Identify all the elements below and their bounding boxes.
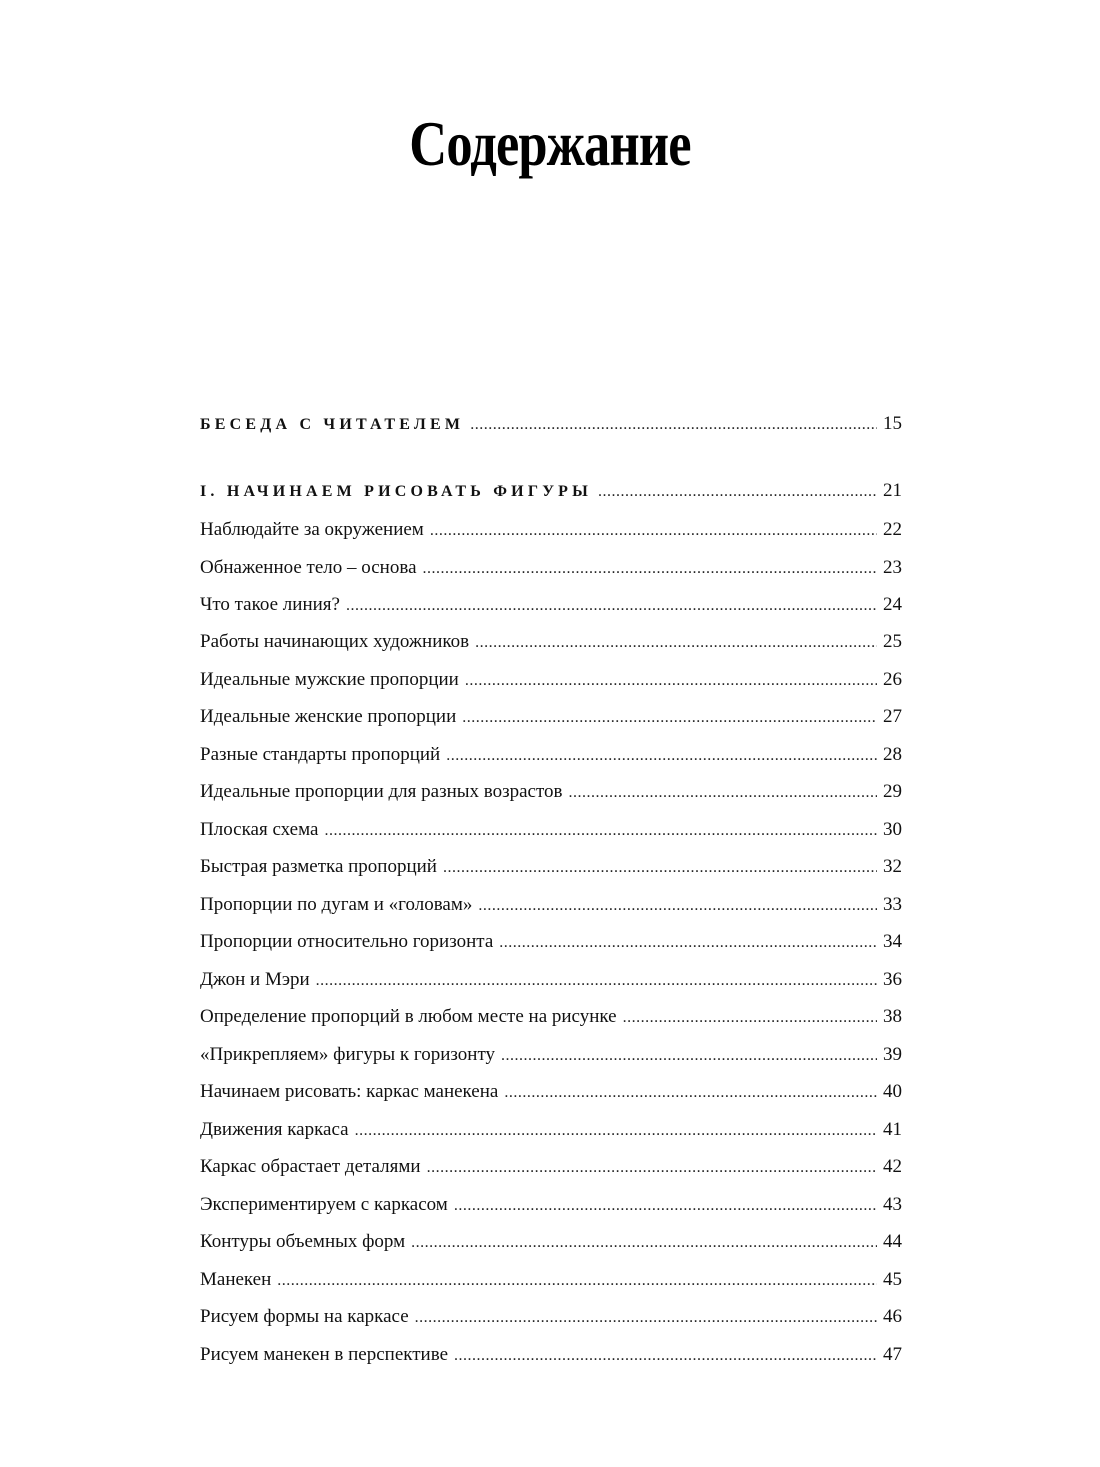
toc-entry-page: 39: [883, 1044, 902, 1065]
toc-entry-page: 25: [883, 631, 902, 652]
toc-entry-page: 27: [883, 706, 902, 727]
toc-entry: [200, 702, 902, 732]
dot-leader: [454, 1191, 877, 1221]
toc-entry-label: Быстрая разметка пропорций: [200, 856, 437, 877]
toc-entry-label: Движения каркаса: [200, 1119, 349, 1140]
toc-entry-label: «Прикрепляем» фигуры к горизонту: [200, 1044, 496, 1065]
toc-entry-page: 38: [883, 1006, 902, 1027]
toc-entry-label: Манекен: [200, 1269, 272, 1290]
toc-entry-label: Рисуем манекен в перспективе: [200, 1344, 449, 1365]
toc-entry: [200, 852, 902, 882]
toc-entry-page: 43: [883, 1194, 902, 1215]
dot-leader: [346, 591, 877, 621]
toc-entry-label: БЕСЕДА С ЧИТАТЕЛЕМ: [200, 416, 465, 433]
toc-entry-page: 26: [883, 669, 902, 690]
dot-leader: [324, 816, 877, 846]
toc-entry-label: Идеальные пропорции для разных возрастов: [200, 781, 563, 802]
dot-leader: [501, 1041, 877, 1071]
toc-entry: [200, 1077, 902, 1107]
toc-entry-page: 23: [883, 557, 902, 578]
dot-leader: [569, 778, 877, 808]
toc-entry-page: 21: [883, 480, 902, 501]
toc-entry: [200, 965, 902, 995]
toc-entry-page: 42: [883, 1156, 902, 1177]
toc-entry-page: 46: [883, 1306, 902, 1327]
toc-entry: [200, 815, 902, 845]
dot-leader: [427, 1153, 877, 1183]
toc-entry: [200, 927, 902, 957]
dot-leader: [470, 410, 877, 440]
dot-leader: [443, 853, 877, 883]
dot-leader: [478, 891, 877, 921]
toc-entry-page: 32: [883, 856, 902, 877]
dot-leader: [423, 554, 878, 584]
toc-entry-label: Рисуем формы на каркасе: [200, 1306, 409, 1327]
dot-leader: [411, 1228, 877, 1258]
toc-entry-label: Пропорции по дугам и «головам»: [200, 894, 473, 915]
toc-entry-page: 30: [883, 819, 902, 840]
toc-entry-page: 28: [883, 744, 902, 765]
toc-entry-label: I. НАЧИНАЕМ РИСОВАТЬ ФИГУРЫ: [200, 483, 593, 500]
dot-leader: [623, 1003, 877, 1033]
toc-entry: [200, 553, 902, 583]
toc-entry-page: 44: [883, 1231, 902, 1252]
toc-entry: [200, 1302, 902, 1332]
toc-entry-page: 40: [883, 1081, 902, 1102]
toc-entry-label: Работы начинающих художников: [200, 631, 470, 652]
toc-entry: [200, 665, 902, 695]
toc-entry-page: 15: [883, 413, 902, 434]
toc-entry: [200, 777, 902, 807]
toc-entry-section: [200, 476, 902, 506]
toc-entry: [200, 890, 902, 920]
dot-leader: [316, 966, 877, 996]
toc-entry: [200, 740, 902, 770]
toc-entry-label: Идеальные мужские пропорции: [200, 669, 459, 690]
toc-entry-page: 33: [883, 894, 902, 915]
dot-leader: [415, 1303, 877, 1333]
toc-entry-page: 41: [883, 1119, 902, 1140]
toc-entry: [200, 590, 902, 620]
toc-entry: [200, 1265, 902, 1295]
toc-entry-page: 45: [883, 1269, 902, 1290]
toc-entry-label: Экспериментируем с каркасом: [200, 1194, 448, 1215]
toc-entry: [200, 627, 902, 657]
toc-entry: [200, 1040, 902, 1070]
toc-entry-page: 24: [883, 594, 902, 615]
toc-entry-label: Джон и Мэри: [200, 969, 310, 990]
dot-leader: [446, 741, 877, 771]
toc-entry-page: 36: [883, 969, 902, 990]
toc-entry-page: 22: [883, 519, 902, 540]
toc-entry-label: Пропорции относительно горизонта: [200, 931, 494, 952]
toc-entry-label: Разные стандарты пропорций: [200, 744, 441, 765]
toc-entry-label: Контуры объемных форм: [200, 1231, 406, 1252]
toc-entry-label: Что такое линия?: [200, 594, 340, 615]
toc-entry-page: 34: [883, 931, 902, 952]
dot-leader: [499, 928, 877, 958]
dot-leader: [465, 666, 877, 696]
dot-leader: [277, 1266, 877, 1296]
toc-entry: [200, 1152, 902, 1182]
toc-entry-label: Обнаженное тело – основа: [200, 557, 417, 578]
toc-entry-section: [200, 409, 902, 439]
toc-entry: [200, 1190, 902, 1220]
toc-entry: [200, 1340, 902, 1370]
toc-entry-label: Каркас обрастает деталями: [200, 1156, 421, 1177]
toc-entry: [200, 1227, 902, 1257]
toc-entry: [200, 515, 902, 545]
dot-leader: [454, 1341, 877, 1371]
dot-leader: [462, 703, 877, 733]
toc-entry-page: 47: [883, 1344, 902, 1365]
toc-entry-label: Наблюдайте за окружением: [200, 519, 424, 540]
toc-entry-label: Плоская схема: [200, 819, 319, 840]
dot-leader: [504, 1078, 877, 1108]
page-title: Содержание: [409, 108, 691, 179]
toc-entry-label: Начинаем рисовать: каркас манекена: [200, 1081, 499, 1102]
dot-leader: [430, 516, 877, 546]
toc-entry-label: Определение пропорций в любом месте на рисунке: [200, 1006, 617, 1027]
toc-entry-label: Идеальные женские пропорции: [200, 706, 457, 727]
toc-entry-page: 29: [883, 781, 902, 802]
dot-leader: [475, 628, 877, 658]
toc-entry: [200, 1002, 902, 1032]
toc-entry: [200, 1115, 902, 1145]
dot-leader: [598, 477, 877, 507]
dot-leader: [355, 1116, 877, 1146]
